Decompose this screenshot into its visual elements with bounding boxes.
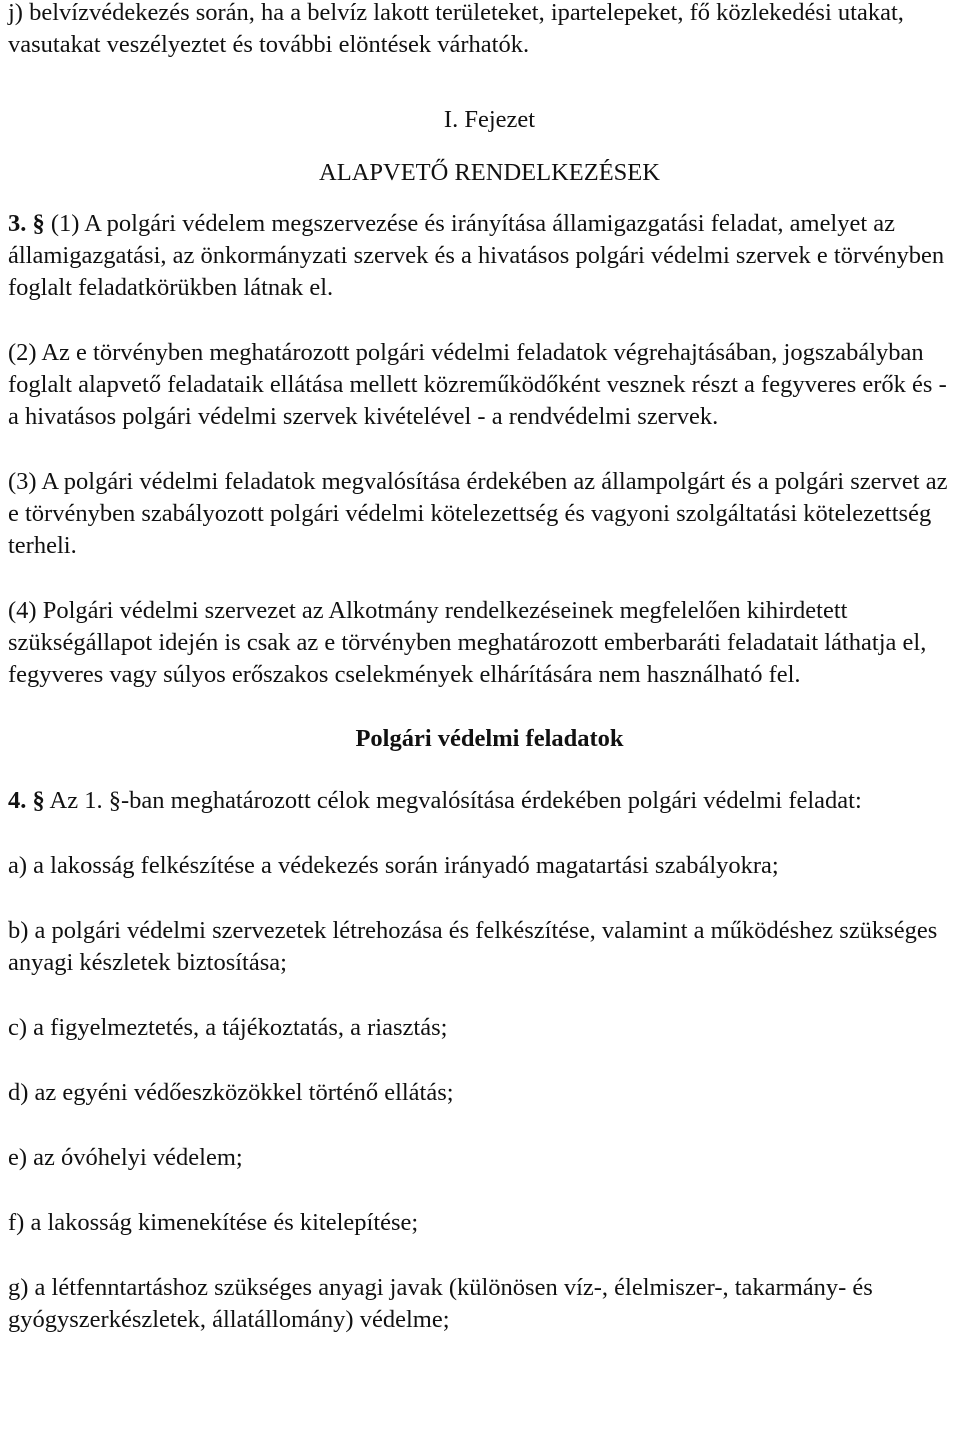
chapter-number: I. Fejezet: [443, 106, 536, 133]
section-3-paragraph-1: [8, 208, 953, 304]
intro-paragraph: j) belvízvédekezés során, ha a belvíz lakott területeket, ipartelepeket, fő közlekedési utakat, vasutakat veszélyeztet és további elöntések várhatók.: [8, 0, 904, 58]
section-3-number: 3. §: [8, 210, 45, 237]
list-item-e: e) az óvóhelyi védelem;: [8, 1144, 243, 1171]
section-3-paragraph-2: (2) Az e törvényben meghatározott polgári védelmi feladatok végrehajtásában, jogszabályban foglalt alapvető feladataik ellátása mellett közreműködőként vesznek részt a fegyveres erők és - a hivatásos polgári védelmi szervek kivételével - a rendvédelmi szervek.: [8, 339, 947, 430]
list-item-d: d) az egyéni védőeszközökkel történő ellátás;: [8, 1079, 454, 1106]
document-page: [8, 0, 953, 1336]
list-item-g: g) a létfenntartáshoz szükséges anyagi javak (különösen víz-, élelmiszer-, takarmány- és gyógyszerkészletek, állatállomány) védelme;: [8, 1274, 873, 1333]
section-4-intro: [8, 785, 953, 817]
section-heading: Polgári védelmi feladatok: [355, 725, 624, 752]
section-3-paragraph-1-text: (1) A polgári védelem megszervezése és irányítása államigazgatási feladat, amelyet az államigazgatási, az önkormányzati szervek és a hivatásos polgári védelmi szervek e törvényben foglalt feladatkörükben látnak el.: [8, 210, 945, 301]
list-item-a: a) a lakosság felkészítése a védekezés során irányadó magatartási szabályokra;: [8, 852, 779, 879]
list-item-f: f) a lakosság kimenekítése és kitelepítése;: [8, 1209, 419, 1236]
chapter-title: ALAPVETŐ RENDELKEZÉSEK: [319, 159, 660, 186]
section-4-intro-text: Az 1. §-ban meghatározott célok megvalósítása érdekében polgári védelmi feladat:: [49, 787, 862, 814]
list-item-b: b) a polgári védelmi szervezetek létrehozása és felkészítése, valamint a működéshez szükséges anyagi készletek biztosítása;: [8, 917, 938, 976]
section-3-paragraph-4: (4) Polgári védelmi szervezet az Alkotmány rendelkezéseinek megfelelően kihirdetett szükségállapot idején is csak az e törvényben meghatározott emberbaráti feladatait láthatja el, fegyveres vagy súlyos erőszakos cselekmények elhárítására nem használható fel.: [8, 597, 927, 688]
section-4-number: 4. §: [8, 787, 45, 814]
section-3-paragraph-3: (3) A polgári védelmi feladatok megvalósítása érdekében az állampolgárt és a polgári szervet az e törvényben szabályozott polgári védelmi kötelezettség és vagyoni szolgáltatási kötelezettség terheli.: [8, 468, 948, 559]
list-item-c: c) a figyelmeztetés, a tájékoztatás, a riasztás;: [8, 1014, 448, 1041]
